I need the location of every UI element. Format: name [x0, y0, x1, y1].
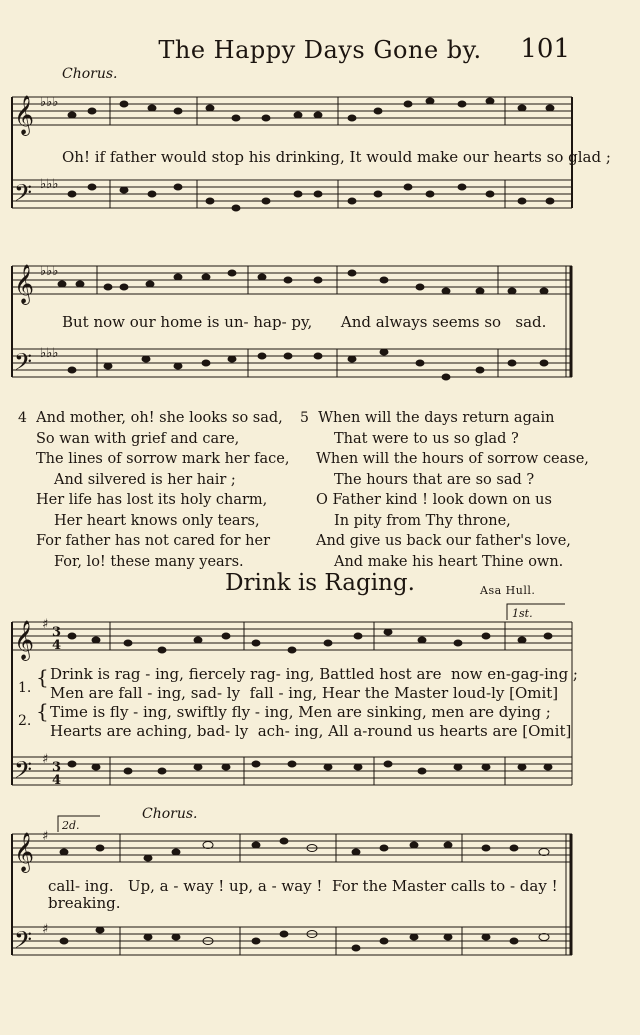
chorus-label: Chorus. [142, 806, 198, 822]
verse-line: When will the days return again [318, 410, 555, 426]
verse-line: And mother, oh! she looks so sad, [36, 410, 283, 426]
verse-number: 1. [18, 680, 32, 696]
verse-line: When will the hours of sorrow cease, [316, 451, 589, 467]
verse-line: And give us back our father's love, [316, 533, 571, 549]
verse-line: Her life has lost its holy charm, [36, 492, 268, 508]
hymn-title: The Happy Days Gone by. [158, 36, 482, 64]
svg-text:3: 3 [52, 625, 62, 640]
verse-line: The lines of sorrow mark her face, [36, 451, 290, 467]
verse-line: O Father kind ! look down on us [316, 492, 552, 508]
svg-text:𝄞: 𝄞 [14, 95, 35, 135]
lyric-line: But now our home is un- hap- py, And always seems so sad. [62, 313, 547, 331]
svg-text:2d.: 2d. [62, 819, 80, 832]
lyric-line: Hearts are aching, bad- ly ach- ing, All a-round us hearts are [Omit] [50, 722, 572, 740]
svg-text:4: 4 [52, 638, 62, 653]
chorus-label: Chorus. [62, 66, 118, 82]
brace: { [36, 699, 49, 723]
svg-text:𝄢: 𝄢 [14, 179, 33, 212]
svg-text:4: 4 [52, 773, 62, 788]
verse-number: 4 [18, 410, 27, 426]
composer: Asa Hull. [480, 584, 536, 597]
svg-text:♯: ♯ [42, 752, 49, 767]
svg-text:𝄢: 𝄢 [14, 926, 33, 959]
hymn-title: Drink is Raging. [225, 570, 415, 596]
lyric-line: call- ing. Up, a - way ! up, a - way ! For the Master calls to - day ! [48, 877, 558, 895]
verse-line: The hours that are so sad ? [334, 471, 535, 488]
verse-line: And make his heart Thine own. [334, 553, 564, 570]
lyric-line: Oh! if father would stop his drinking, It would make our hearts so glad ; [62, 148, 611, 166]
svg-text:♭♭♭: ♭♭♭ [40, 346, 59, 361]
lyric-line: Men are fall - ing, sad- ly fall - ing, Hear the Master loud-ly [Omit] [50, 684, 559, 702]
svg-text:♯: ♯ [42, 829, 49, 844]
verse-line: For father has not cared for her [36, 533, 271, 549]
page-number: 101 [520, 34, 570, 64]
verse-number: 5 [300, 410, 309, 426]
svg-text:𝄞: 𝄞 [14, 620, 35, 660]
verse-line: That were to us so glad ? [334, 430, 519, 447]
svg-text:♯: ♯ [42, 617, 49, 632]
svg-text:𝄞: 𝄞 [14, 264, 35, 304]
verse-4 [18, 408, 289, 572]
svg-text:1st.: 1st. [512, 607, 533, 620]
svg-text:♭♭♭: ♭♭♭ [40, 95, 59, 110]
verse-line: Her heart knows only tears, [54, 512, 260, 529]
svg-text:♭♭♭: ♭♭♭ [40, 177, 59, 192]
svg-text:♭♭♭: ♭♭♭ [40, 264, 59, 279]
verse-5 [300, 408, 589, 572]
svg-text:3: 3 [52, 760, 62, 775]
svg-text:♯: ♯ [42, 922, 49, 937]
svg-text:𝄢: 𝄢 [14, 756, 33, 789]
svg-text:𝄞: 𝄞 [14, 832, 35, 872]
verse-line: And silvered is her hair ; [54, 471, 236, 488]
verse-line: For, lo! these many years. [54, 553, 244, 570]
lyric-line: Time is fly - ing, swiftly fly - ing, Men are sinking, men are dying ; [50, 703, 551, 721]
verse-line: So wan with grief and care, [36, 430, 240, 447]
lyric-line: Drink is rag - ing, fiercely rag- ing, Battled host are now en-gag-ing ; [50, 665, 578, 683]
brace: { [36, 665, 49, 689]
verse-number: 2. [18, 713, 32, 729]
svg-text:𝄢: 𝄢 [14, 348, 33, 381]
verse-line: In pity from Thy throne, [334, 512, 511, 529]
lyric-line: breaking. [48, 894, 121, 912]
